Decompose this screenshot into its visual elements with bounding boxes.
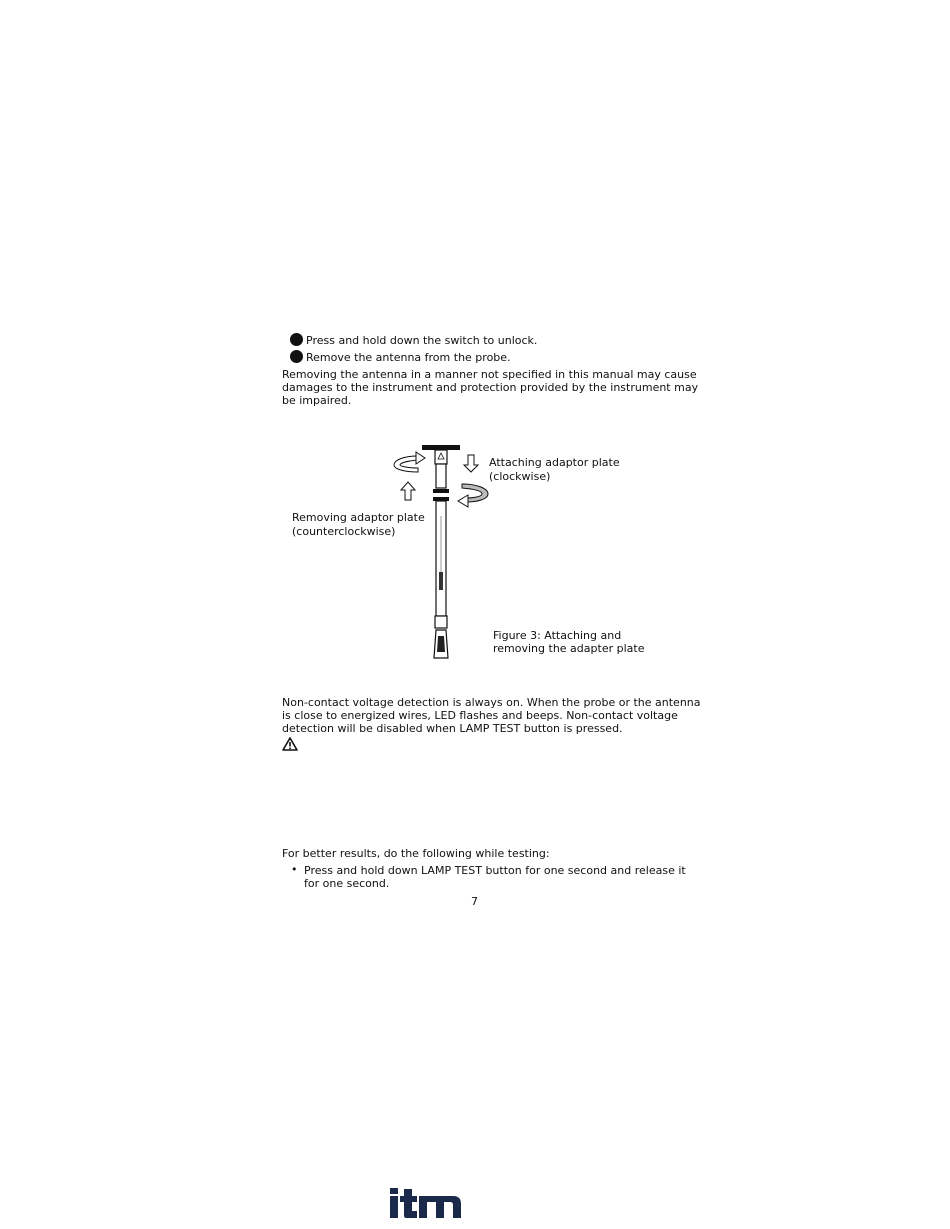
ncv-paragraph: [282, 696, 701, 735]
top-connector: [435, 450, 447, 464]
step-1-marker: [290, 333, 303, 346]
attach-label-line-2: (clockwise): [489, 470, 551, 483]
figure-caption-line-1: Figure 3: Attaching and: [493, 629, 622, 642]
tip-line-1: Press and hold down LAMP TEST button for one second and release it: [304, 864, 686, 877]
caution-line: damages to the instrument and protection provided by the instrument may: [282, 381, 699, 394]
caution-line: Removing the antenna in a manner not specified in this manual may cause: [282, 368, 697, 381]
step-1-text: Press and hold down the switch to unlock.: [306, 334, 538, 347]
shaft-marking: [439, 572, 443, 590]
adaptor-plate: [422, 445, 460, 450]
tips-intro: For better results, do the following while testing:: [282, 847, 550, 860]
page-number: 7: [471, 895, 478, 908]
step-2-marker: [290, 350, 303, 363]
attach-label-line-1: Attaching adaptor plate: [489, 456, 620, 469]
counterclockwise-arrow-icon: [394, 456, 418, 472]
base-collar: [435, 616, 447, 628]
ncv-line: Non-contact voltage detection is always on. When the probe or the antenna: [282, 696, 701, 709]
tip-line-2: for one second.: [304, 877, 390, 890]
ring-lower: [433, 497, 449, 501]
up-arrow-icon: [401, 482, 415, 500]
bullet-dot: •: [291, 863, 298, 876]
figure-caption-line-2: removing the adapter plate: [493, 642, 645, 655]
caution-line: be impaired.: [282, 394, 352, 407]
itm-logo: [389, 1186, 463, 1220]
neck: [436, 464, 446, 488]
ncv-line: is close to energized wires, LED flashes and beeps. Non-contact voltage: [282, 709, 678, 722]
handle-detail: [437, 636, 445, 652]
ring-upper: [433, 489, 449, 493]
remove-label-line-2: (counterclockwise): [292, 525, 396, 538]
down-arrow-icon: [464, 455, 478, 472]
remove-label-line-1: Removing adaptor plate: [292, 511, 425, 524]
caution-paragraph: [282, 368, 698, 407]
step-2-text: Remove the antenna from the probe.: [306, 351, 511, 364]
antenna-adapter-figure: [380, 436, 510, 666]
warning-triangle-icon: [282, 737, 298, 751]
ncv-line: detection will be disabled when LAMP TEST button is pressed.: [282, 722, 623, 735]
